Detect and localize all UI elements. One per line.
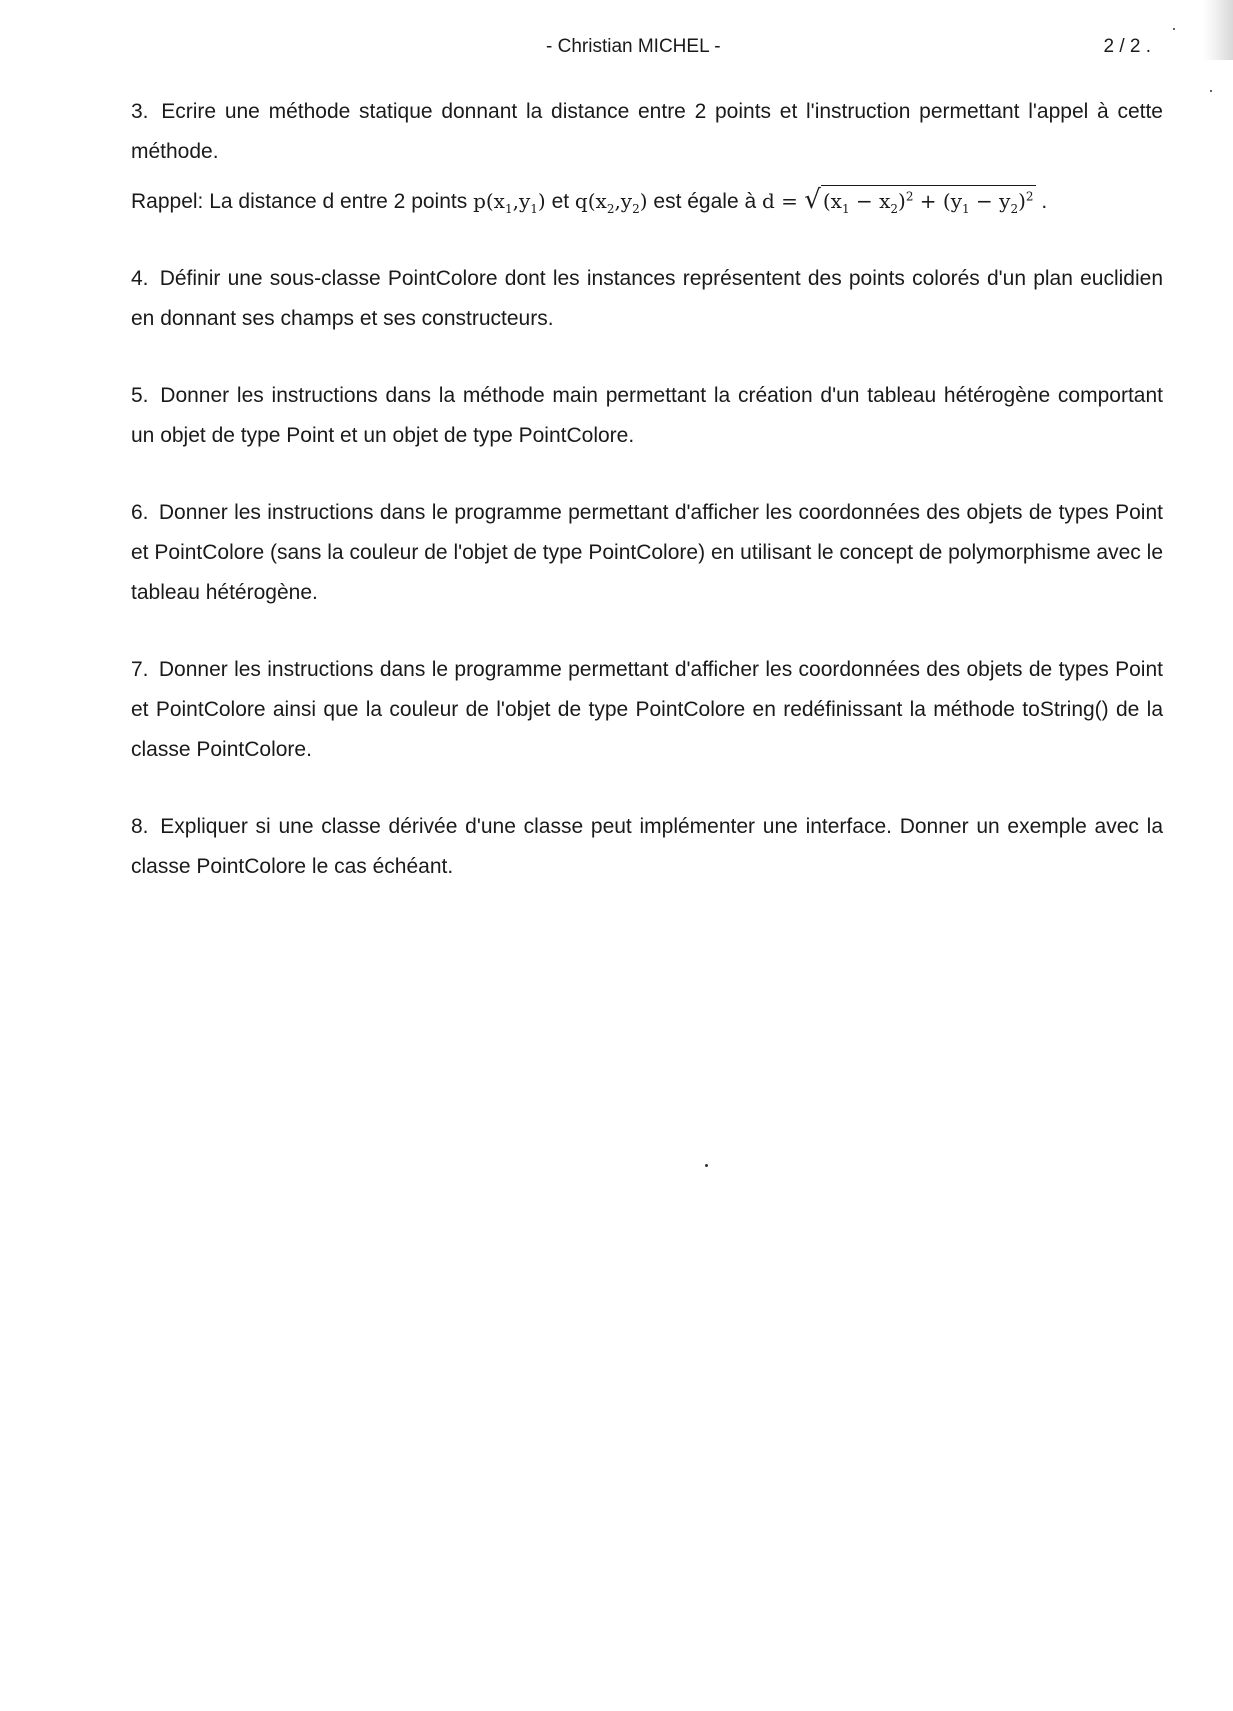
question-5	[131, 376, 1163, 456]
scan-speck	[1210, 90, 1212, 92]
page-header	[0, 36, 1233, 60]
question-text: Expliquer si une classe dérivée d'une classe peut implémenter une interface. Donner un exemple avec la classe PointColore le cas échéant.	[131, 815, 1163, 878]
question-number: 3.	[131, 100, 149, 123]
question-3	[131, 92, 1163, 172]
reminder-et: et	[551, 190, 570, 213]
question-text: Donner les instructions dans le programme permettant d'afficher les coordonnées des objets de types Point et PointColore (sans la couleur de l'objet de type PointColore) en utilisant le concept de polymorphisme avec le tableau hétérogène.	[131, 501, 1163, 604]
exercise-content	[131, 92, 1163, 887]
reminder-end: .	[1041, 190, 1048, 213]
question-number: 6.	[131, 501, 149, 524]
distance-formula: d = √ $(x_1 - x_2)^2 + (y_1 - y_2)^2$	[762, 185, 1034, 216]
square-root-icon: √	[804, 185, 821, 215]
reminder-egale: est égale à	[653, 190, 757, 213]
question-4	[131, 259, 1163, 339]
question-number: 8.	[131, 815, 149, 838]
header-page-number: 2 / 2 .	[1103, 36, 1151, 57]
point-q-formula: $q(x_2,y_2)$	[574, 189, 648, 216]
scan-speck	[705, 1164, 708, 1167]
question-6	[131, 493, 1163, 613]
radicand: $(x_1 - x_2)^2 + (y_1 - y_2)^2$	[821, 185, 1036, 216]
point-p-formula: $p(x_1,y_1)$	[473, 189, 546, 216]
question-text: Donner les instructions dans le programme permettant d'afficher les coordonnées des objets de types Point et PointColore ainsi que la couleur de l'objet de type PointColore en redéfinissant la méthode toString() de la classe PointColore.	[131, 658, 1163, 761]
question-7	[131, 650, 1163, 770]
question-number: 7.	[131, 658, 149, 681]
reminder-lead: Rappel: La distance d entre 2 points	[131, 190, 468, 213]
question-8	[131, 807, 1163, 887]
header-author: - Christian MICHEL -	[546, 36, 721, 57]
distance-reminder	[131, 180, 1163, 222]
question-number: 5.	[131, 384, 149, 407]
question-text: Ecrire une méthode statique donnant la distance entre 2 points et l'instruction permettant l'appel à cette méthode.	[131, 100, 1163, 163]
question-number: 4.	[131, 267, 149, 290]
question-text: Définir une sous-classe PointColore dont les instances représentent des points colorés d'un plan euclidien en donnant ses champs et ses constructeurs.	[131, 267, 1163, 330]
scan-speck	[1173, 28, 1175, 30]
question-text: Donner les instructions dans la méthode main permettant la création d'un tableau hétérogène comportant un objet de type Point et un objet de type PointColore.	[131, 384, 1163, 447]
